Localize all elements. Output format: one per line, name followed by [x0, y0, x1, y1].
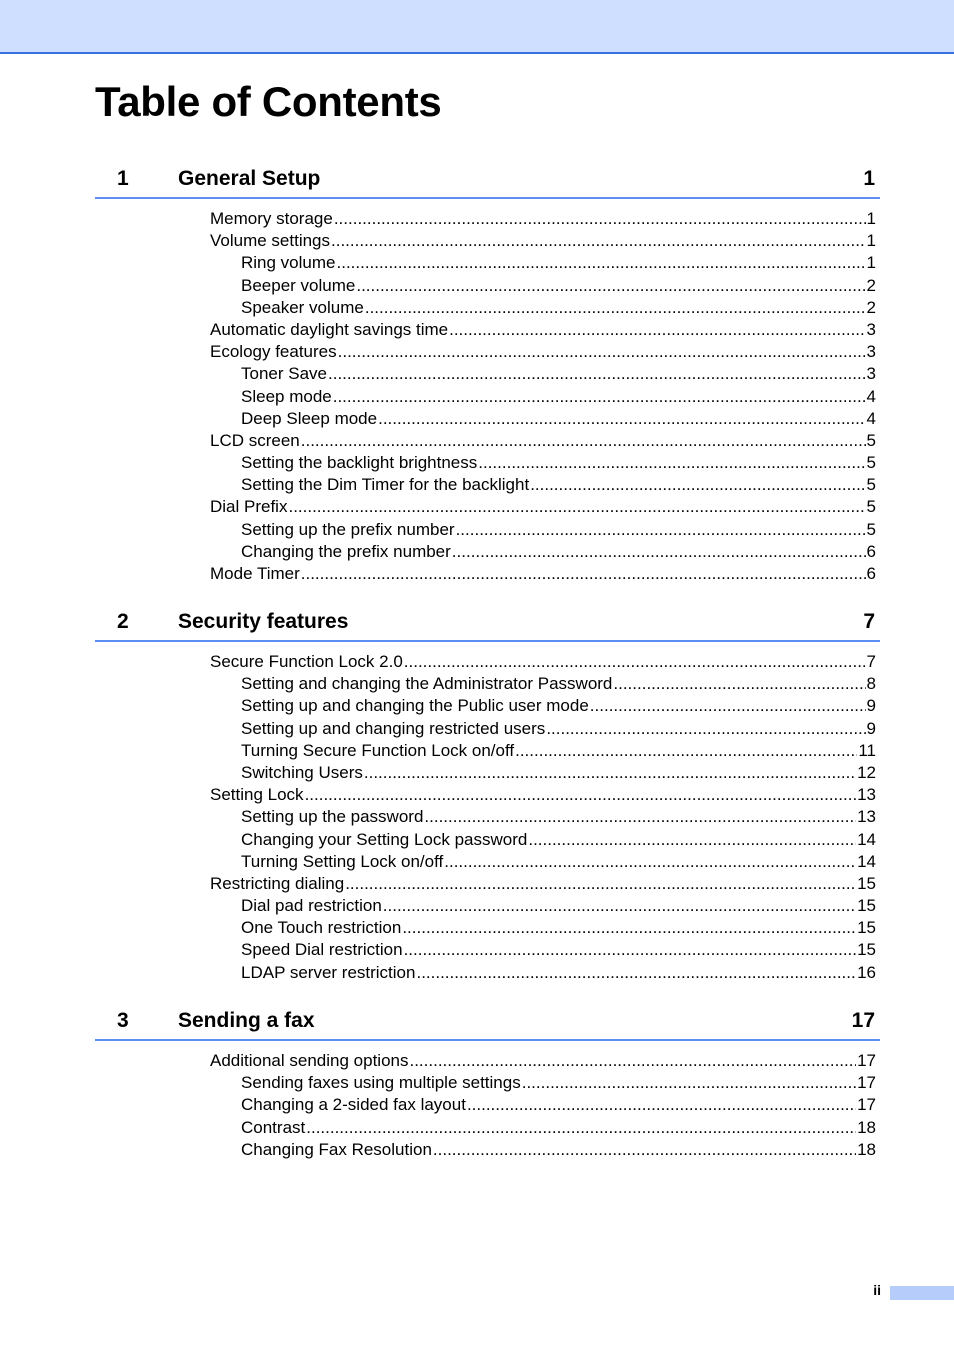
- entry-page: 5: [866, 453, 876, 473]
- entry-label: Setting the Dim Timer for the backlight: [241, 475, 530, 495]
- entry-label: Deep Sleep mode: [241, 408, 378, 428]
- entry-label: Dial pad restriction: [241, 896, 382, 916]
- entry-page: 2: [866, 275, 876, 295]
- dot-leader: [301, 430, 866, 452]
- toc-subentry[interactable]: [95, 386, 880, 408]
- entry-page: 5: [866, 430, 876, 450]
- chapter-1: [95, 167, 880, 585]
- chapter-title: Security features: [178, 610, 349, 633]
- dot-leader: [404, 939, 857, 961]
- entry-page: 5: [866, 475, 876, 495]
- entry-label: One Touch restriction: [241, 918, 402, 938]
- entry-label: Speaker volume: [241, 297, 364, 317]
- entry-page: 18: [857, 1117, 876, 1137]
- entry-page: 1: [866, 209, 876, 228]
- dot-leader: [409, 1050, 856, 1072]
- entry-label: Turning Secure Function Lock on/off: [241, 740, 515, 760]
- toc-subentry[interactable]: [95, 408, 880, 430]
- toc-entries: [95, 1050, 880, 1161]
- entry-page: 4: [866, 408, 876, 428]
- dot-leader: [522, 1072, 856, 1094]
- toc-subentry[interactable]: [95, 1139, 880, 1161]
- dot-leader: [456, 519, 866, 541]
- entry-page: 11: [858, 740, 876, 760]
- toc-subentry[interactable]: [95, 851, 880, 873]
- entry-page: 1: [866, 253, 876, 273]
- entry-page: 3: [866, 364, 876, 384]
- entry-page: 15: [857, 918, 876, 938]
- entry-label: Contrast: [241, 1117, 306, 1137]
- entry-page: 14: [857, 851, 876, 871]
- dot-leader: [416, 962, 856, 984]
- entry-label: Memory storage: [210, 209, 333, 228]
- dot-leader: [613, 673, 865, 695]
- toc-subentry[interactable]: [95, 519, 880, 541]
- entry-page: 17: [857, 1051, 876, 1070]
- toc-entry[interactable]: [95, 563, 880, 585]
- toc-entry[interactable]: [95, 873, 880, 895]
- dot-leader: [478, 452, 865, 474]
- entry-page: 8: [866, 674, 876, 694]
- toc-entries: [95, 208, 880, 585]
- entry-page: 13: [857, 807, 876, 827]
- toc-entry[interactable]: [95, 1050, 880, 1072]
- dot-leader: [333, 386, 866, 408]
- entry-label: LDAP server restriction: [241, 962, 416, 982]
- chapter-3: [95, 1009, 880, 1161]
- entry-label: LCD screen: [210, 430, 300, 450]
- dot-leader: [301, 563, 866, 585]
- dot-leader: [305, 784, 857, 806]
- chapter-number: 2: [117, 610, 129, 633]
- entry-page: 3: [866, 342, 876, 362]
- toc-entry[interactable]: [95, 319, 880, 341]
- entry-label: Volume settings: [210, 231, 331, 251]
- toc-subentry[interactable]: [95, 695, 880, 717]
- dot-leader: [444, 851, 856, 873]
- entry-page: 16: [857, 962, 876, 982]
- toc-subentry[interactable]: [95, 673, 880, 695]
- entry-label: Setting Lock: [210, 785, 304, 805]
- entry-label: Setting up and changing restricted users: [241, 718, 546, 738]
- toc-entry[interactable]: [95, 230, 880, 252]
- entry-page: 5: [866, 519, 876, 539]
- entry-label: Setting up the password: [241, 807, 424, 827]
- entry-label: Secure Function Lock 2.0: [210, 652, 403, 671]
- entry-page: 14: [857, 829, 876, 849]
- entry-label: Changing a 2-sided fax layout: [241, 1095, 466, 1115]
- entry-page: 6: [866, 541, 876, 561]
- entry-page: 9: [866, 696, 876, 716]
- toc-subentry[interactable]: [95, 1072, 880, 1094]
- toc-entry[interactable]: [95, 341, 880, 363]
- chapter-heading[interactable]: [95, 1009, 880, 1041]
- chapter-page: 17: [851, 1009, 875, 1032]
- dot-leader: [402, 917, 856, 939]
- chapter-number: 3: [117, 1009, 129, 1032]
- entry-page: 9: [866, 718, 876, 738]
- entry-label: Ring volume: [241, 253, 336, 273]
- entry-label: Ecology features: [210, 342, 337, 362]
- entry-label: Speed Dial restriction: [241, 940, 403, 960]
- toc-subentry[interactable]: [95, 762, 880, 784]
- dot-leader: [288, 496, 865, 518]
- toc-subentry[interactable]: [95, 806, 880, 828]
- entry-page: 15: [857, 896, 876, 916]
- entry-label: Setting up and changing the Public user mode: [241, 696, 589, 716]
- toc-subentry[interactable]: [95, 363, 880, 385]
- dot-leader: [338, 341, 866, 363]
- dot-leader: [515, 740, 857, 762]
- dot-leader: [590, 695, 866, 717]
- toc-entry[interactable]: [95, 208, 880, 230]
- page-title: Table of Contents: [95, 78, 442, 125]
- header-band: [0, 0, 954, 54]
- dot-leader: [467, 1094, 856, 1116]
- chapter-title: General Setup: [178, 167, 321, 190]
- dot-leader: [452, 541, 866, 563]
- entry-label: Beeper volume: [241, 275, 356, 295]
- toc-subentry[interactable]: [95, 1094, 880, 1116]
- entry-page: 7: [866, 652, 876, 671]
- dot-leader: [334, 208, 866, 230]
- toc-subentry[interactable]: [95, 297, 880, 319]
- entry-label: Changing Fax Resolution: [241, 1139, 432, 1159]
- entry-label: Changing the prefix number: [241, 541, 451, 561]
- toc-entries: [95, 651, 880, 984]
- toc-subentry[interactable]: [95, 895, 880, 917]
- toc-entry[interactable]: [95, 430, 880, 452]
- dot-leader: [383, 895, 856, 917]
- toc-subentry[interactable]: [95, 939, 880, 961]
- chapter-title: Sending a fax: [178, 1009, 315, 1032]
- entry-label: Setting and changing the Administrator Password: [241, 674, 613, 694]
- entry-page: 4: [866, 386, 876, 406]
- entry-label: Switching Users: [241, 762, 363, 782]
- toc-subentry[interactable]: [95, 541, 880, 563]
- entry-label: Automatic daylight savings time: [210, 319, 449, 339]
- chapter-heading[interactable]: [95, 610, 880, 642]
- chapter-heading[interactable]: [95, 167, 880, 199]
- toc-subentry[interactable]: [95, 962, 880, 984]
- entry-page: 12: [857, 762, 876, 782]
- dot-leader: [433, 1139, 856, 1161]
- chapter-page: 7: [863, 610, 875, 633]
- entry-page: 3: [866, 319, 876, 339]
- toc-subentry[interactable]: [95, 1117, 880, 1139]
- dot-leader: [328, 363, 866, 385]
- dot-leader: [364, 762, 856, 784]
- toc-subentry[interactable]: [95, 275, 880, 297]
- entry-label: Sending faxes using multiple settings: [241, 1073, 521, 1093]
- dot-leader: [449, 319, 865, 341]
- toc-entry[interactable]: [95, 496, 880, 518]
- entry-page: 2: [866, 297, 876, 317]
- entry-page: 13: [857, 785, 876, 805]
- toc-subentry[interactable]: [95, 740, 880, 762]
- entry-label: Mode Timer: [210, 564, 300, 583]
- entry-page: 15: [857, 873, 876, 893]
- entry-label: Setting the backlight brightness: [241, 453, 478, 473]
- toc-subentry[interactable]: [95, 829, 880, 851]
- dot-leader: [365, 297, 866, 319]
- toc-subentry[interactable]: [95, 252, 880, 274]
- footer-page-number: ii: [873, 1282, 881, 1298]
- dot-leader: [337, 252, 866, 274]
- dot-leader: [306, 1117, 856, 1139]
- dot-leader: [546, 718, 865, 740]
- entry-page: 5: [866, 497, 876, 517]
- dot-leader: [528, 829, 856, 851]
- chapter-2: [95, 610, 880, 984]
- entry-label: Additional sending options: [210, 1051, 409, 1070]
- entry-page: 1: [866, 231, 876, 251]
- entry-label: Sleep mode: [241, 386, 332, 406]
- dot-leader: [345, 873, 856, 895]
- dot-leader: [331, 230, 866, 252]
- toc-entry[interactable]: [95, 784, 880, 806]
- entry-label: Toner Save: [241, 364, 327, 384]
- toc-entry[interactable]: [95, 651, 880, 673]
- entry-page: 6: [866, 564, 876, 583]
- dot-leader: [404, 651, 866, 673]
- entry-label: Restricting dialing: [210, 873, 345, 893]
- entry-page: 17: [857, 1095, 876, 1115]
- dot-leader: [378, 408, 865, 430]
- entry-page: 15: [857, 940, 876, 960]
- chapter-page: 1: [863, 167, 875, 190]
- entry-page: 18: [857, 1139, 876, 1159]
- footer-tab: [890, 1286, 954, 1300]
- dot-leader: [530, 474, 865, 496]
- entry-label: Dial Prefix: [210, 497, 288, 517]
- entry-label: Turning Setting Lock on/off: [241, 851, 444, 871]
- entry-label: Changing your Setting Lock password: [241, 829, 528, 849]
- toc-subentry[interactable]: [95, 452, 880, 474]
- entry-page: 17: [857, 1073, 876, 1093]
- toc-subentry[interactable]: [95, 718, 880, 740]
- dot-leader: [424, 806, 856, 828]
- toc-subentry[interactable]: [95, 474, 880, 496]
- toc-subentry[interactable]: [95, 917, 880, 939]
- entry-label: Setting up the prefix number: [241, 519, 455, 539]
- dot-leader: [356, 275, 865, 297]
- chapter-number: 1: [117, 167, 129, 190]
